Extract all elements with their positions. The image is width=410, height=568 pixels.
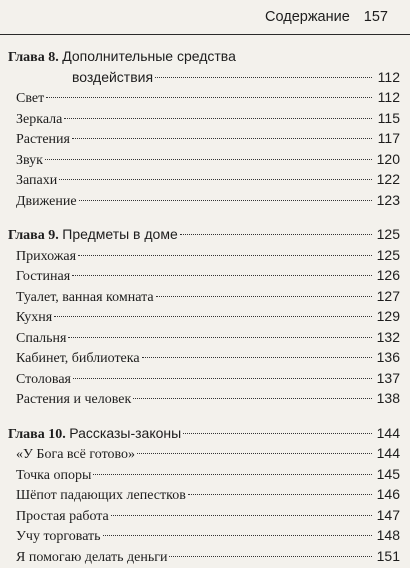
leader-dots [180,234,372,235]
toc-entry-label: Кухня [16,308,52,329]
page-number: 157 [364,9,388,25]
toc-page: 127 [374,286,400,307]
running-header [0,0,410,35]
toc-entry-label: Зеркала [16,110,62,131]
leader-dots [133,398,372,399]
chapter-number: Глава 10. [8,425,66,446]
toc-page: 129 [374,306,400,327]
toc-entry-label: Столовая [16,370,71,391]
toc-entry[interactable] [8,505,400,526]
leader-dots [46,97,372,98]
leader-dots [169,556,372,557]
toc-chapter-8-line2[interactable] [8,67,400,88]
toc-page: 120 [374,149,400,170]
toc-entry[interactable] [8,265,400,286]
toc-page: 137 [374,368,400,389]
chapter-number: Глава 8. [8,48,59,69]
toc-entry-label: Звук [16,151,43,172]
toc-entry[interactable] [8,546,400,567]
running-title: Содержание [265,9,350,25]
toc-entry-label: Туалет, ванная комната [16,288,154,309]
leader-dots [188,494,372,495]
toc-page: 136 [374,347,400,368]
toc-entry[interactable] [8,128,400,149]
toc-entry-label: Гостиная [16,267,70,288]
toc-entry-label: Точка опоры [16,466,91,487]
leader-dots [68,337,372,338]
chapter-title: Предметы в доме [62,224,178,245]
toc-page: 126 [374,265,400,286]
section-gap [8,210,400,224]
leader-dots [156,296,372,297]
toc-entry[interactable] [8,464,400,485]
leader-dots [93,474,372,475]
toc-page: 123 [374,190,400,211]
toc-page: 112 [374,87,400,108]
toc-entry[interactable] [8,149,400,170]
leader-dots [79,200,372,201]
leader-dots [45,159,372,160]
toc-page: 125 [374,224,400,245]
toc-page: 132 [374,327,400,348]
toc-entry-label: Кабинет, библиотека [16,349,140,370]
toc-entry[interactable] [8,245,400,266]
leader-dots [78,255,372,256]
toc-chapter-10[interactable] [8,423,400,444]
leader-dots [111,515,372,516]
toc-entry[interactable] [8,347,400,368]
toc-entry[interactable] [8,306,400,327]
toc-page: 145 [374,464,400,485]
running-header-text [265,9,388,25]
toc-entry[interactable] [8,388,400,409]
leader-dots [54,316,372,317]
toc-page: 148 [374,525,400,546]
toc-entry-label: Шёпот падающих лепестков [16,486,186,507]
leader-dots [103,535,372,536]
toc-entry[interactable] [8,87,400,108]
toc-entry-label: Я помогаю делать деньги [16,548,167,568]
chapter-number: Глава 9. [8,226,59,247]
toc-entry[interactable] [8,368,400,389]
chapter-title: Дополнительные средства [62,46,236,67]
toc-entry-label: Прихожая [16,247,76,268]
leader-dots [73,378,372,379]
toc-entry-label: Растения и человек [16,390,131,411]
chapter-title-continuation: воздействия [72,67,153,88]
leader-dots [72,275,372,276]
toc-entry-label: «У Бога всё готово» [16,445,135,466]
table-of-contents [8,46,400,566]
leader-dots [72,138,372,139]
toc-page: 115 [374,108,400,129]
toc-entry-label: Растения [16,130,70,151]
toc-entry[interactable] [8,190,400,211]
toc-chapter-8-line1 [8,46,400,67]
chapter-title: Рассказы-законы [69,423,181,444]
toc-entry[interactable] [8,525,400,546]
toc-page: 138 [374,388,400,409]
leader-dots [142,357,372,358]
toc-page: 144 [374,443,400,464]
toc-entry-label: Движение [16,192,77,213]
toc-entry[interactable] [8,108,400,129]
toc-entry-label: Учу торговать [16,527,101,548]
toc-entry[interactable] [8,484,400,505]
leader-dots [155,77,372,78]
toc-page: 147 [374,505,400,526]
toc-entry-label: Простая работа [16,507,109,528]
toc-entry[interactable] [8,286,400,307]
leader-dots [64,118,372,119]
toc-entry-label: Спальня [16,329,66,350]
toc-page: 146 [374,484,400,505]
toc-entry[interactable] [8,169,400,190]
leader-dots [183,433,372,434]
toc-entry-label: Запахи [16,171,57,192]
leader-dots [59,179,372,180]
toc-page: 144 [374,423,400,444]
toc-entry[interactable] [8,327,400,348]
toc-entry-label: Свет [16,89,44,110]
toc-page: 151 [374,546,400,567]
section-gap [8,409,400,423]
leader-dots [137,453,372,454]
toc-page: 112 [374,67,400,88]
toc-chapter-9[interactable] [8,224,400,245]
toc-page: 117 [374,128,400,149]
toc-page: 122 [374,169,400,190]
toc-entry[interactable] [8,443,400,464]
toc-page: 125 [374,245,400,266]
